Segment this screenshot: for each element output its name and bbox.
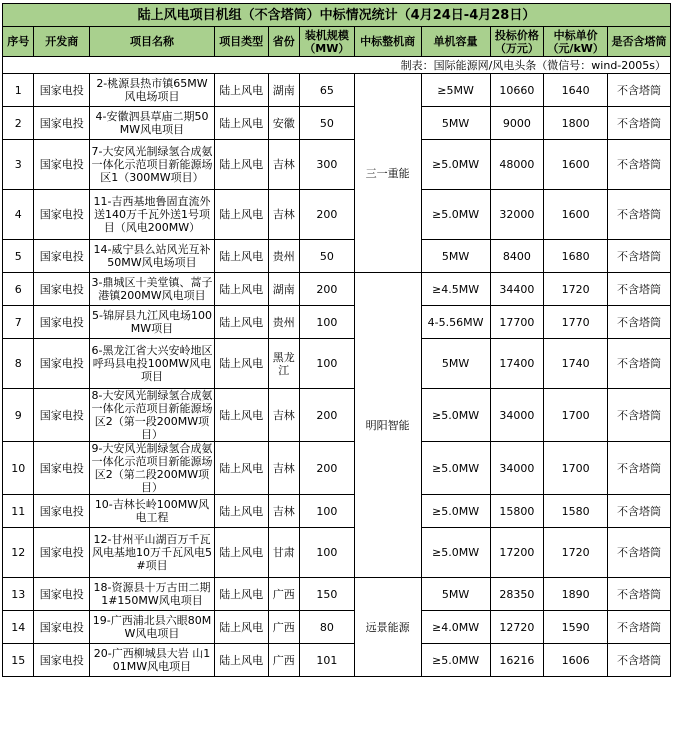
cell-mw: 200 [299, 273, 354, 306]
cell-dev: 国家电投 [34, 389, 90, 442]
cell-tower: 不含塔筒 [608, 442, 671, 495]
cell-price: 1720 [544, 273, 608, 306]
header-cell: 单机容量 [421, 27, 490, 57]
cell-tower: 不含塔筒 [608, 495, 671, 528]
cell-price: 1600 [544, 190, 608, 240]
table-row [3, 578, 671, 611]
cell-price: 1700 [544, 389, 608, 442]
cell-cap: ≥4.0MW [421, 611, 490, 644]
cell-dev: 国家电投 [34, 190, 90, 240]
cell-dev: 国家电投 [34, 339, 90, 389]
cell-no: 7 [3, 306, 34, 339]
cell-bid: 12720 [490, 611, 544, 644]
cell-dev: 国家电投 [34, 273, 90, 306]
cell-price: 1740 [544, 339, 608, 389]
cell-prov: 吉林 [268, 190, 299, 240]
cell-tower: 不含塔筒 [608, 140, 671, 190]
cell-manufacturer: 明阳智能 [354, 273, 421, 578]
cell-tower: 不含塔筒 [608, 611, 671, 644]
table-row [3, 140, 671, 190]
cell-cap: ≥5.0MW [421, 644, 490, 677]
cell-tower: 不含塔筒 [608, 107, 671, 140]
cell-no: 6 [3, 273, 34, 306]
header-cell: 中标整机商 [354, 27, 421, 57]
cell-price: 1720 [544, 528, 608, 578]
cell-tower: 不含塔筒 [608, 339, 671, 389]
cell-no: 12 [3, 528, 34, 578]
cell-price: 1600 [544, 140, 608, 190]
cell-mw: 80 [299, 611, 354, 644]
cell-prov: 广西 [268, 578, 299, 611]
table-row [3, 306, 671, 339]
header-cell: 项目类型 [214, 27, 268, 57]
cell-type: 陆上风电 [214, 74, 268, 107]
cell-bid: 9000 [490, 107, 544, 140]
table-row [3, 442, 671, 495]
cell-price: 1770 [544, 306, 608, 339]
cell-no: 4 [3, 190, 34, 240]
cell-no: 2 [3, 107, 34, 140]
header-cell: 中标单价 （元/kW） [544, 27, 608, 57]
cell-no: 3 [3, 140, 34, 190]
cell-bid: 28350 [490, 578, 544, 611]
cell-name: 2-桃源县热市镇65MW风电场项目 [90, 74, 215, 107]
cell-mw: 50 [299, 240, 354, 273]
cell-cap: 5MW [421, 107, 490, 140]
cell-bid: 10660 [490, 74, 544, 107]
cell-no: 1 [3, 74, 34, 107]
cell-dev: 国家电投 [34, 611, 90, 644]
cell-cap: ≥5.0MW [421, 495, 490, 528]
cell-bid: 34000 [490, 442, 544, 495]
cell-price: 1580 [544, 495, 608, 528]
cell-dev: 国家电投 [34, 140, 90, 190]
cell-mw: 100 [299, 495, 354, 528]
cell-type: 陆上风电 [214, 273, 268, 306]
cell-mw: 200 [299, 389, 354, 442]
cell-price: 1590 [544, 611, 608, 644]
cell-dev: 国家电投 [34, 442, 90, 495]
cell-prov: 吉林 [268, 495, 299, 528]
table-row [3, 190, 671, 240]
cell-mw: 65 [299, 74, 354, 107]
cell-prov: 湖南 [268, 273, 299, 306]
cell-name: 9-大安风光制绿氢合成氨一体化示范项目新能源场区2（第二段200MW项目） [91, 442, 213, 494]
cell-mw: 50 [299, 107, 354, 140]
cell-price: 1800 [544, 107, 608, 140]
cell-dev: 国家电投 [34, 306, 90, 339]
cell-type: 陆上风电 [214, 528, 268, 578]
cell-tower: 不含塔筒 [608, 578, 671, 611]
cell-bid: 17400 [490, 339, 544, 389]
cell-mw: 100 [299, 306, 354, 339]
cell-name: 6-黑龙江省大兴安岭地区呼玛县电投100MW风电项目 [90, 339, 215, 389]
cell-dev: 国家电投 [34, 528, 90, 578]
cell-name: 19-广西浦北县六眼80MW风电项目 [90, 611, 215, 644]
cell-mw: 200 [299, 442, 354, 495]
cell-type: 陆上风电 [214, 442, 268, 495]
cell-name: 4-安徽泗县草庙二期50MW风电项目 [90, 107, 215, 140]
cell-manufacturer: 三一重能 [354, 74, 421, 273]
cell-no: 15 [3, 644, 34, 677]
table-row [3, 389, 671, 442]
cell-name: 11-吉西基地鲁固直流外送140万千瓦外送1号项目（风电200MW） [90, 190, 215, 240]
cell-price: 1606 [544, 644, 608, 677]
cell-tower: 不含塔筒 [608, 240, 671, 273]
cell-no: 5 [3, 240, 34, 273]
cell-manufacturer: 远景能源 [354, 578, 421, 677]
cell-price: 1890 [544, 578, 608, 611]
cell-tower: 不含塔筒 [608, 273, 671, 306]
table-row [3, 273, 671, 306]
cell-price: 1700 [544, 442, 608, 495]
bid-statistics-table [2, 3, 671, 677]
cell-cap: ≥5.0MW [421, 389, 490, 442]
cell-bid: 48000 [490, 140, 544, 190]
cell-bid: 16216 [490, 644, 544, 677]
cell-bid: 17700 [490, 306, 544, 339]
cell-bid: 15800 [490, 495, 544, 528]
cell-price: 1640 [544, 74, 608, 107]
cell-no: 9 [3, 389, 34, 442]
cell-dev: 国家电投 [34, 578, 90, 611]
cell-cap: 4-5.56MW [421, 306, 490, 339]
cell-type: 陆上风电 [214, 240, 268, 273]
cell-type: 陆上风电 [214, 107, 268, 140]
note-row [3, 57, 671, 74]
table-title: 陆上风电项目机组（不含塔筒）中标情况统计（4月24日-4月28日） [3, 4, 671, 27]
cell-prov: 贵州 [268, 240, 299, 273]
header-row [3, 27, 671, 57]
cell-no: 14 [3, 611, 34, 644]
cell-type: 陆上风电 [214, 495, 268, 528]
cell-mw: 200 [299, 190, 354, 240]
table-row [3, 339, 671, 389]
source-note: 制表：国际能源网/风电头条（微信号：wind-2005s） [3, 57, 671, 74]
cell-cap: 5MW [421, 240, 490, 273]
cell-name: 14-威宁县么站风光互补50MW风电场项目 [90, 240, 215, 273]
table-row [3, 644, 671, 677]
cell-name: 10-吉林长岭100MW风电工程 [90, 495, 215, 528]
cell-bid: 34000 [490, 389, 544, 442]
cell-prov: 安徽 [268, 107, 299, 140]
cell-type: 陆上风电 [214, 611, 268, 644]
cell-dev: 国家电投 [34, 240, 90, 273]
cell-no: 10 [3, 442, 34, 495]
cell-type: 陆上风电 [214, 140, 268, 190]
cell-prov: 贵州 [268, 306, 299, 339]
cell-no: 13 [3, 578, 34, 611]
cell-tower: 不含塔筒 [608, 389, 671, 442]
cell-cap: ≥5.0MW [421, 140, 490, 190]
cell-cap: ≥5.0MW [421, 442, 490, 495]
header-cell: 投标价格 （万元） [490, 27, 544, 57]
title-row [3, 4, 671, 27]
cell-type: 陆上风电 [214, 190, 268, 240]
cell-no: 11 [3, 495, 34, 528]
cell-no: 8 [3, 339, 34, 389]
table-row [3, 240, 671, 273]
table-row [3, 611, 671, 644]
cell-tower: 不含塔筒 [608, 644, 671, 677]
cell-mw: 150 [299, 578, 354, 611]
cell-dev: 国家电投 [34, 107, 90, 140]
header-cell: 省份 [268, 27, 299, 57]
cell-prov: 甘肃 [268, 528, 299, 578]
cell-cap: ≥5.0MW [421, 190, 490, 240]
cell-cap: 5MW [421, 339, 490, 389]
cell-tower: 不含塔筒 [608, 190, 671, 240]
cell-name: 8-大安风光制绿氢合成氨一体化示范项目新能源场区2（第一段200MW项目） [91, 389, 213, 441]
cell-dev: 国家电投 [34, 495, 90, 528]
cell-prov: 吉林 [268, 442, 299, 495]
cell-type: 陆上风电 [214, 644, 268, 677]
cell-cap: 5MW [421, 578, 490, 611]
cell-mw: 100 [299, 528, 354, 578]
cell-type: 陆上风电 [214, 306, 268, 339]
table-row [3, 495, 671, 528]
cell-bid: 8400 [490, 240, 544, 273]
header-cell: 序号 [3, 27, 34, 57]
cell-name: 18-资源县十万古田二期1#150MW风电项目 [90, 578, 215, 611]
cell-cap: ≥5.0MW [421, 528, 490, 578]
cell-name: 3-鼎城区十美堂镇、蒿子港镇200MW风电项目 [90, 273, 215, 306]
cell-bid: 34400 [490, 273, 544, 306]
cell-cap: ≥5MW [421, 74, 490, 107]
cell-bid: 32000 [490, 190, 544, 240]
cell-price: 1680 [544, 240, 608, 273]
cell-dev: 国家电投 [34, 74, 90, 107]
cell-dev: 国家电投 [34, 644, 90, 677]
header-cell: 装机规模 （MW） [299, 27, 354, 57]
header-cell: 项目名称 [90, 27, 215, 57]
cell-tower: 不含塔筒 [608, 528, 671, 578]
header-cell: 开发商 [34, 27, 90, 57]
cell-tower: 不含塔筒 [608, 74, 671, 107]
cell-bid: 17200 [490, 528, 544, 578]
cell-name: 20-广西柳城县大岩 山101MW风电项目 [90, 644, 215, 677]
cell-mw: 100 [299, 339, 354, 389]
cell-mw: 101 [299, 644, 354, 677]
cell-type: 陆上风电 [214, 389, 268, 442]
cell-prov: 广西 [268, 644, 299, 677]
table-row [3, 528, 671, 578]
cell-name: 12-甘州平山湖百万千瓦风电基地10万千瓦风电5#项目 [90, 528, 215, 578]
cell-cap: ≥4.5MW [421, 273, 490, 306]
cell-name: 5-锦屏县九江风电场100MW项目 [90, 306, 215, 339]
cell-prov: 湖南 [268, 74, 299, 107]
cell-prov: 广西 [268, 611, 299, 644]
header-cell: 是否含塔筒 [608, 27, 671, 57]
cell-type: 陆上风电 [214, 578, 268, 611]
cell-prov: 黑龙江 [268, 339, 299, 389]
cell-mw: 300 [299, 140, 354, 190]
table-row [3, 74, 671, 107]
table-row [3, 107, 671, 140]
cell-prov: 吉林 [268, 389, 299, 442]
cell-tower: 不含塔筒 [608, 306, 671, 339]
cell-name: 7-大安风光制绿氢合成氨一体化示范项目新能源场区1（300MW项目） [90, 140, 215, 190]
cell-prov: 吉林 [268, 140, 299, 190]
cell-type: 陆上风电 [214, 339, 268, 389]
